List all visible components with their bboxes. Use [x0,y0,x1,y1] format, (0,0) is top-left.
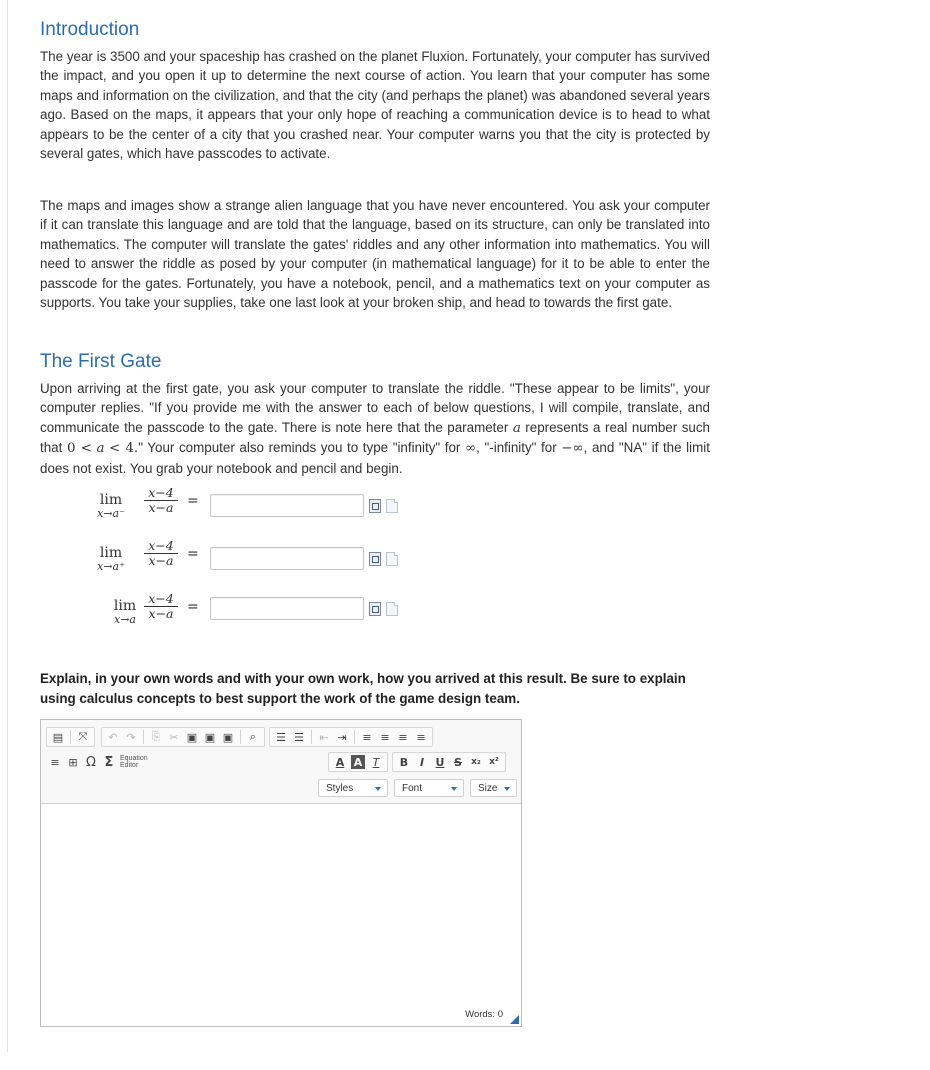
paste-icon[interactable]: ▣ [186,730,198,744]
superscript-button[interactable]: x² [489,757,499,767]
lim-word: lim [113,598,137,614]
styles-label: Styles [326,783,354,794]
gate-text-d: , "-infinity" for [476,440,562,456]
lim-operator [86,492,136,520]
gate-text-c: " Your computer also reminds you to type "infinity" for [138,440,466,456]
lim-subscript: x→a⁺ [97,560,125,573]
outdent-icon[interactable]: ⇤ [319,730,329,744]
italic-button[interactable]: I [419,755,425,769]
source-icon[interactable]: ▤ [52,730,64,744]
numerator: x−4 [144,486,178,501]
bulleted-list-icon[interactable]: ☰ [294,730,304,744]
intro-paragraph-2: The maps and images show a strange alien language that you have never encountered. You ask your computer if it can translate this language and are told that the language, based on its structure, can only be translated into mathematics. The computer will translate the gates' riddles and any other information into mathematics. You will need to answer the riddle as posed by your computer (in mathematical language) for it to be able to enter the passcode for the gates. Fortunately, you have a notebook, pencil, and a mathematics text on your computer as supports. You take your supplies, take one last look at your broken ship, and head to towards the first gate. [40,198,710,311]
neg-infinity-symbol: −∞ [561,441,584,457]
underline-button[interactable]: U [435,755,445,769]
special-char-icon[interactable]: Ω [86,754,96,770]
numbered-list-icon[interactable]: ☰ [276,730,286,744]
paste-word-icon[interactable]: ▣ [222,730,234,744]
styles-dropdown[interactable] [318,779,388,797]
limit-row-left [40,486,440,526]
ineq-var: a [96,441,105,457]
ineq-left: 0 < [66,441,92,457]
equals-sign: = [187,493,199,509]
subscript-button[interactable]: x₂ [471,757,481,767]
first-gate-heading: The First Gate [40,351,162,372]
format-group [328,753,506,771]
preview-icon[interactable] [369,552,381,566]
chevron-down-icon [451,787,457,791]
denominator: x−a [148,606,174,621]
gate-text-e: , and "NA" if the limit does not exist. You grab your notebook and pencil and begin. [40,440,710,476]
indent-icon[interactable]: ⇥ [337,730,347,744]
lim-word: lim [99,492,123,508]
fraction [144,539,178,568]
clipboard-group [101,727,265,747]
size-dropdown[interactable] [470,779,517,797]
denominator: x−a [148,500,174,515]
strikethrough-button[interactable]: S [454,755,462,769]
left-border [7,0,8,1052]
word-count: Words: 0 [465,1009,503,1020]
align-left-icon[interactable]: ≡ [362,730,372,744]
rich-text-editor [40,719,522,1027]
editor-text-area[interactable] [41,804,521,1004]
lim-operator [86,545,136,573]
lim-word: lim [99,545,123,561]
answer-input-two-sided-limit[interactable] [210,597,364,620]
gate-text-b: represents a real number such that [40,419,710,456]
numerator: x−4 [144,539,178,554]
basic-style-group [392,752,506,772]
view-group [46,727,95,747]
lim-subscript: x→a [114,613,136,626]
equation-label-line-2: Editor [120,762,139,769]
list-group [269,727,433,747]
align-right-icon[interactable]: ≡ [398,730,408,744]
bg-color-icon[interactable]: A [351,755,365,769]
infinity-symbol: ∞ [465,441,477,457]
numerator: x−4 [144,592,178,607]
equation-editor-icon[interactable]: Σ [104,754,114,770]
justify-icon[interactable]: ≡ [416,730,426,744]
denominator: x−a [148,553,174,568]
paste-text-icon[interactable]: ▣ [204,730,216,744]
gate-text-a: Upon arriving at the first gate, you ask your computer to translate the riddle. "These appear to be limits", your computer replies. "If you provide me with the answer to each of below questions, I will compile, translate, and communicate the passcode to the gate. There is note here that the parameter [40,381,710,435]
bold-button[interactable]: B [399,755,409,769]
answer-input-left-limit[interactable] [210,494,364,517]
color-group [328,752,388,772]
parameter-a: a [512,420,521,436]
help-doc-icon[interactable] [386,602,398,616]
fraction [144,486,178,515]
font-label: Font [402,783,423,794]
chevron-down-icon [375,787,381,791]
help-doc-icon[interactable] [386,499,398,513]
undo-icon[interactable]: ↶ [108,730,118,744]
chevron-down-icon [504,787,510,791]
fraction [144,592,178,621]
equals-sign: = [187,546,199,562]
first-gate-paragraph [40,379,710,478]
equals-sign: = [187,599,199,615]
lim-subscript: x→a⁻ [97,507,125,520]
maximize-icon[interactable]: ⤧ [78,730,88,743]
redo-icon[interactable]: ↷ [126,730,136,744]
equation-editor-label[interactable] [120,755,148,769]
limit-row-right [40,539,440,579]
answer-input-right-limit[interactable] [210,547,364,570]
remove-format-icon[interactable]: T [372,755,380,769]
align-center-icon[interactable]: ≡ [380,730,390,744]
preview-icon[interactable] [369,602,381,616]
preview-icon[interactable] [369,499,381,513]
toolbar-row-2 [46,753,148,771]
resize-handle-icon[interactable] [510,1015,519,1024]
text-color-icon[interactable]: A [335,755,345,769]
introduction-heading: Introduction [40,19,140,40]
copy-icon[interactable]: ⎘ [151,730,161,743]
editor-toolbar [41,720,521,804]
lim-operator [100,598,150,626]
cut-icon[interactable]: ✂ [169,730,179,744]
horizontal-line-icon[interactable]: ≡ [50,755,60,769]
table-icon[interactable]: ⊞ [68,755,78,769]
intro-paragraph-1: The year is 3500 and your spaceship has crashed on the planet Fluxion. Fortunately, your computer has survived the impact, and you open it up to determine the next course of action. You learn that your computer has some maps and information on the civilization, and that the city (and perhaps the planet) was abandoned several years ago. Based on the maps, it appears that your only hope of reaching a communication device is to head to what appears to be the center of a city that you crashed near. Your computer warns you that the city is protected by several gates, which have passcodes to activate. [40,49,710,162]
ineq-right: < 4. [109,441,139,457]
help-doc-icon[interactable] [386,552,398,566]
toolbar-row-1 [46,728,433,746]
editor-footer [41,1006,521,1026]
explain-prompt: Explain, in your own words and with your own work, how you arrived at this result. Be sure to explain using calculus concepts to best support the work of the game design team. [40,671,686,706]
limit-row-two-sided [40,592,440,632]
size-label: Size [478,783,498,794]
font-dropdown[interactable] [394,779,464,797]
equation-label-line-1: Equation [120,755,148,762]
find-icon[interactable]: ⌕ [249,730,257,743]
